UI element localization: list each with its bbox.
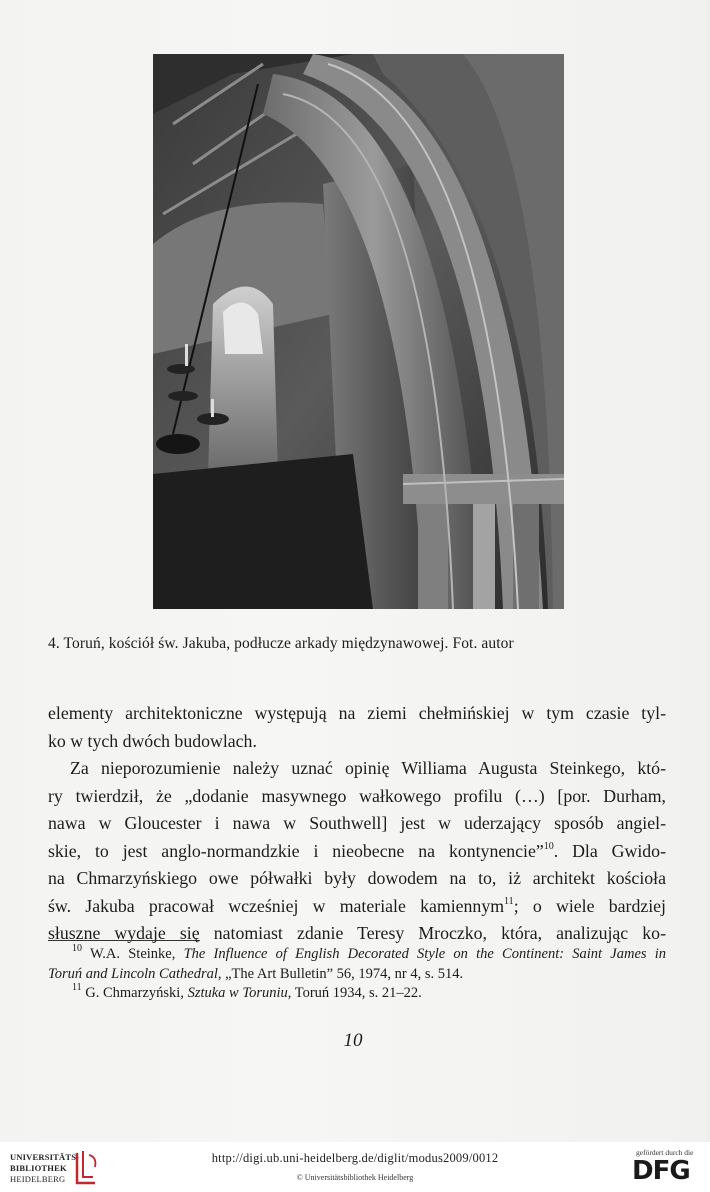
paragraph-1	[48, 700, 666, 755]
text-line: nawa w Gloucester i nawa w Southwell] jest w uderzający sposób angiel-	[48, 813, 666, 833]
text-segment: . Dla Gwido-	[553, 840, 666, 861]
text-line: Za nieporozumienie należy uznać opinię Williama Augusta Steinkego, któ-	[70, 758, 666, 778]
page-number: 10	[343, 1030, 363, 1051]
footnote-number: 11	[72, 982, 82, 994]
permalink-url[interactable]: http://digi.ub.uni-heidelberg.de/diglit/modus2009/0012	[211, 1151, 499, 1165]
dfg-logo[interactable]: DFG	[632, 1156, 690, 1186]
text-line	[48, 893, 666, 921]
photo-illustration	[153, 54, 564, 609]
body-text	[48, 700, 666, 948]
library-name-line: UNIVERSITÄTS-	[10, 1152, 80, 1162]
footnote-number: 10	[72, 943, 82, 955]
text-segment: św. Jakuba pracował wcześniej w materiale kamiennym	[48, 895, 505, 916]
footnote-title: The Influence of English Decorated Style on the Continent: Saint James in	[183, 946, 666, 962]
viewer-footer	[0, 1142, 710, 1192]
footnote-line	[48, 984, 666, 1004]
paragraph-2	[48, 755, 666, 948]
copyright-notice: © Universitätsbibliothek Heidelberg	[296, 1173, 414, 1182]
footnote-author: G. Chmarzyński,	[85, 985, 188, 1001]
text-segment: ; o wiele bardziej	[513, 895, 666, 916]
text-line: ry twierdził, że „dodanie masywnego wałkowego profilu (…) [por. Durham,	[48, 785, 666, 806]
footnote-ref-10[interactable]: 10	[543, 840, 554, 852]
footnote-title: Sztuka w Toruniu	[187, 985, 288, 1001]
church-arcade-photo	[153, 54, 564, 609]
text-segment: skie, to jest anglo-normandzkie i nieobecne na kontynencie”	[48, 840, 544, 861]
text-line: na Chmarzyńskiego owe półwałki były dowodem na to, iż architekt kościoła	[48, 868, 666, 888]
footnote-source: , Toruń 1934, s. 21–22.	[287, 985, 422, 1001]
footnote-source: , „The Art Bulletin” 56, 1974, nr 4, s. 514.	[217, 965, 464, 982]
text-line: słuszne wydaje się natomiast zdanie Teresy Mroczko, która, analizując ko-	[48, 923, 666, 943]
footnote-line	[48, 945, 666, 965]
footnote-line	[48, 965, 666, 985]
footnotes	[48, 945, 666, 1004]
text-line: ko w tych dwóch budowlach.	[48, 730, 257, 751]
text-line	[48, 838, 666, 866]
footnote-divider	[48, 940, 200, 941]
text-line: elementy architektoniczne występują na ziemi chełmińskiej w tym czasie tyl-	[48, 703, 666, 723]
funding-label: gefördert durch die	[636, 1148, 694, 1157]
footnote-ref-11[interactable]: 11	[504, 895, 514, 907]
figure-caption: 4. Toruń, kościół św. Jakuba, podłucze arkady międzynawowej. Fot. autor	[48, 635, 514, 652]
footnote-title: Toruń and Lincoln Cathedral	[48, 965, 218, 982]
library-name-line: BIBLIOTHEK	[10, 1163, 67, 1173]
library-name-line: HEIDELBERG	[10, 1174, 66, 1184]
footnote-10	[48, 945, 666, 984]
footnote-11	[48, 984, 666, 1004]
footnote-author: W.A. Steinke,	[89, 946, 184, 962]
